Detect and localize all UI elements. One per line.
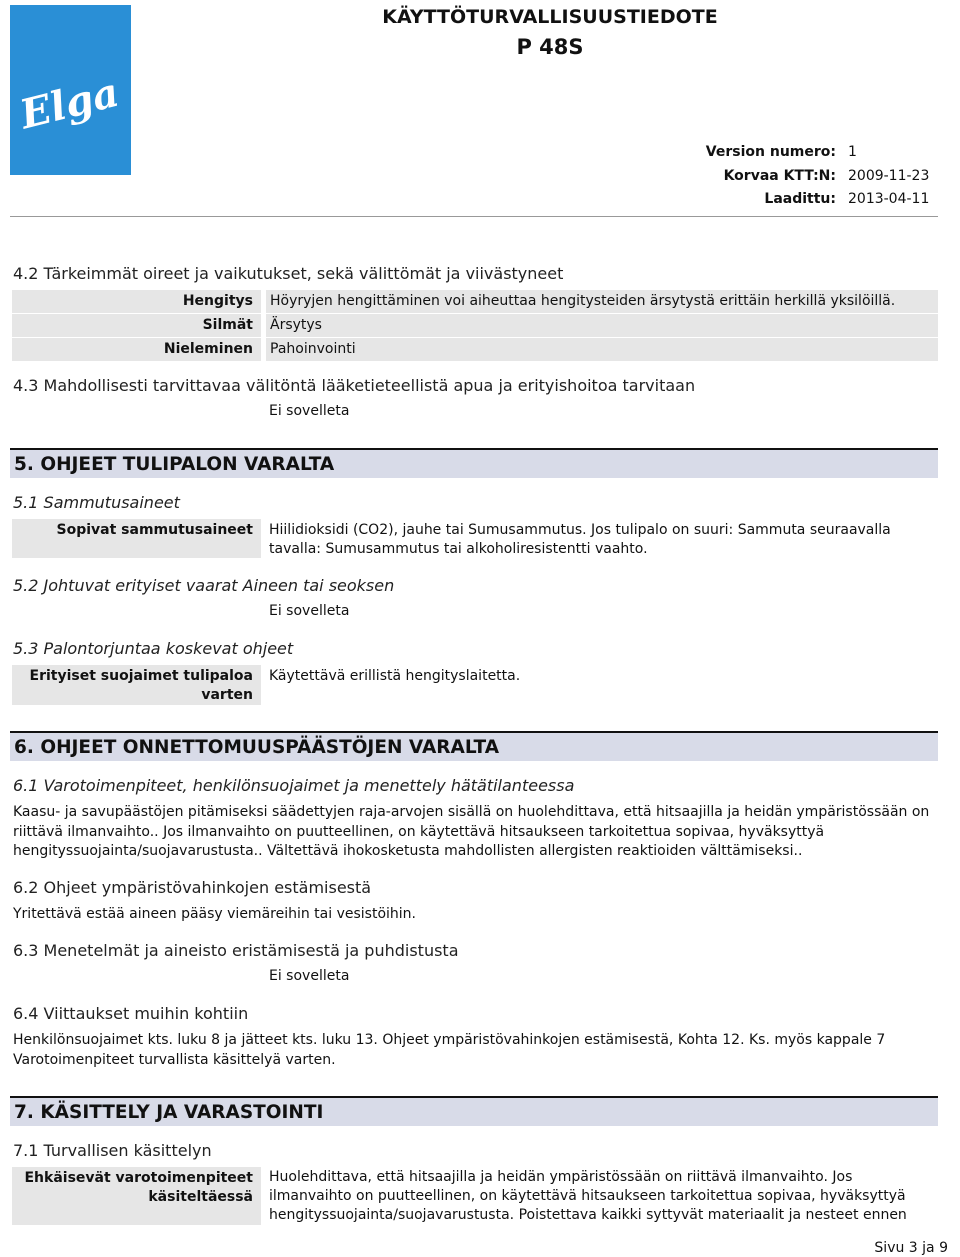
product-name: P 48S [516, 35, 584, 59]
extinguishing-media-value: Hiilidioksidi (CO2), jauhe tai Sumusammutus. Jos tulipalo on suuri: Sammuta seuraavalla tavalla: Sumusammutus tai alkoholiresistentti vaahto. [269, 522, 891, 557]
subsection-5-2-value: Ei sovelleta [269, 603, 350, 619]
header-divider [10, 216, 938, 217]
subsection-4-3-value: Ei sovelleta [269, 403, 350, 419]
replaces-label: Korvaa KTT:N: [723, 168, 836, 184]
extinguishing-media-label: Sopivat sammutusaineet [12, 519, 261, 558]
subsection-6-2-text: Yritettävä estää aineen pääsy viemäreihin tai vesistöihin. [13, 906, 416, 922]
symptom-label-inhalation: Hengitys [12, 290, 261, 313]
subsection-6-3-title: 6.3 Menetelmät ja aineisto eristämisestä ja puhdistusta [13, 941, 459, 960]
section-5-heading: 5. OHJEET TULIPALON VARALTA [10, 448, 938, 478]
handling-precautions-label: Ehkäisevät varotoimenpiteet käsiteltäessä [12, 1167, 261, 1225]
subsection-6-3-value: Ei sovelleta [269, 968, 350, 984]
symptom-value-eyes: Ärsytys [266, 314, 938, 337]
protective-equipment-value: Käytettävä erillistä hengityslaitetta. [269, 668, 521, 684]
prepared-row [716, 191, 938, 207]
subsection-4-2-title: 4.2 Tärkeimmät oireet ja vaikutukset, sekä välittömät ja viivästyneet [13, 264, 564, 283]
subsection-6-4-title: 6.4 Viittaukset muihin kohtiin [13, 1004, 249, 1023]
subsection-7-1-title: 7.1 Turvallisen käsittelyn [13, 1141, 212, 1160]
version-value: 1 [848, 144, 857, 160]
prepared-label: Laadittu: [764, 191, 836, 207]
subsection-6-4-text: Henkilönsuojaimet kts. luku 8 ja jätteet kts. luku 13. Ohjeet ympäristövahinkojen estämisestä, Kohta 12. Ks. myös kappale 7 Varotoimenpiteet turvallista käsittelyä varten. [13, 1032, 886, 1068]
version-row [706, 144, 938, 160]
symptom-value-ingestion: Pahoinvointi [266, 338, 938, 361]
protective-equipment-label: Erityiset suojaimet tulipaloa varten [12, 665, 261, 705]
subsection-5-3-title: 5.3 Palontorjuntaa koskevat ohjeet [13, 639, 294, 658]
replaces-row [716, 168, 938, 184]
subsection-5-2-title: 5.2 Johtuvat erityiset vaarat Aineen tai seoksen [13, 576, 395, 595]
version-label: Version numero: [705, 144, 836, 160]
subsection-6-1-text: Kaasu- ja savupäästöjen pitämiseksi säädettyjen raja-arvojen sisällä on huolehdittava, että hitsaajilla ja heidän ympäristössään on riittävä ilmanvaihto.. Jos ilmanvaihto on puutteellinen, on käytettävä hitsaukseen tarkoitettua sopivaa, hyväksyttyä hengityssuojainta/suojavarustusta.. Vältettävä ihokosketusta mahdollisten allergisten reaktioiden välttämiseksi.. [13, 804, 930, 859]
symptom-label-ingestion: Nieleminen [12, 338, 261, 361]
subsection-4-3-title: 4.3 Mahdollisesti tarvittavaa välitöntä lääketieteellistä apua ja erityishoitoa tarvitaan [13, 376, 696, 395]
prepared-value: 2013-04-11 [848, 191, 930, 207]
logo-text: Elga [15, 68, 124, 139]
subsection-5-1-title: 5.1 Sammutusaineet [13, 493, 180, 512]
brand-logo [10, 5, 131, 175]
symptom-label-eyes: Silmät [12, 314, 261, 337]
replaces-value: 2009-11-23 [848, 168, 930, 184]
document-title: KÄYTTÖTURVALLISUUSTIEDOTE [382, 6, 718, 28]
section-6-heading: 6. OHJEET ONNETTOMUUSPÄÄSTÖJEN VARALTA [10, 731, 938, 761]
symptom-value-inhalation: Höyryjen hengittäminen voi aiheuttaa hengitysteiden ärsytystä erittäin herkillä yksilöillä. [266, 290, 938, 313]
subsection-6-1-title: 6.1 Varotoimenpiteet, henkilönsuojaimet ja menettely hätätilanteessa [13, 776, 575, 795]
section-7-heading: 7. KÄSITTELY JA VARASTOINTI [10, 1096, 938, 1126]
handling-precautions-value: Huolehdittava, että hitsaajilla ja heidän ympäristössään on riittävä ilmanvaihto. Jos ilmanvaihto on puutteellinen, on käytettävä hitsaukseen tarkoitettua sopivaa, hyväksyttyä hengityssuojainta/suojavarustusta. Poistettava kaikki syttyvät materiaalit ja nesteet ennen [269, 1169, 907, 1223]
elga-logo-icon [10, 5, 131, 175]
subsection-6-2-title: 6.2 Ohjeet ympäristövahinkojen estämisestä [13, 878, 372, 897]
page-number: Sivu 3 ja 9 [874, 1240, 948, 1256]
